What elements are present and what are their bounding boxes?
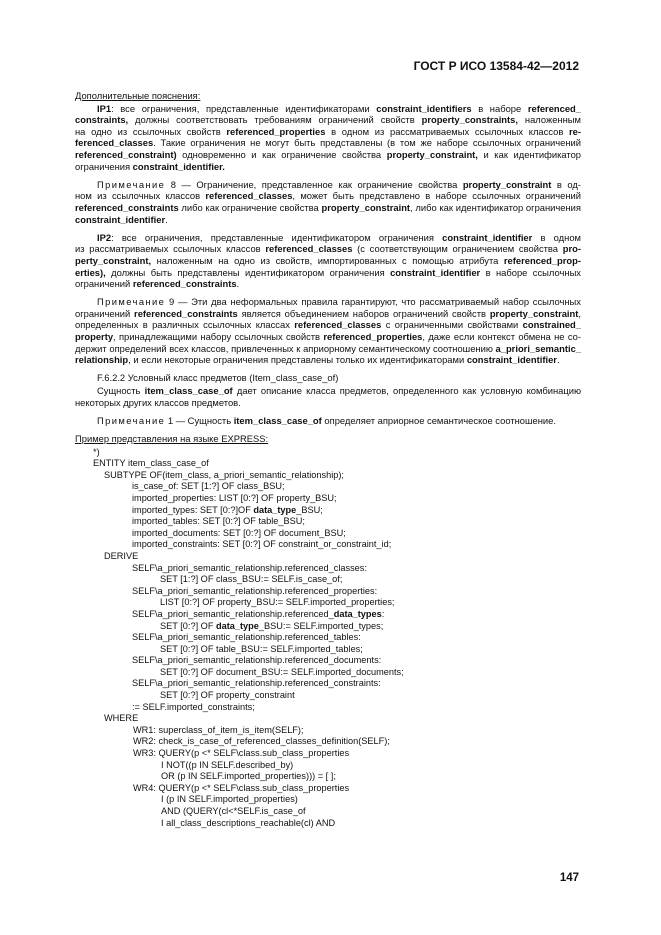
bold-term: a_priori_semantic_ [495, 342, 581, 354]
code-line [75, 818, 581, 830]
ip1-paragraph [75, 103, 581, 173]
text-run: imported_documents: SET [0:?] OF document_BSU; [132, 527, 346, 538]
text-run: *) [93, 446, 100, 457]
text-run: I all_class_descriptions_reachable(cl) AND [161, 817, 336, 828]
note-label: Примечание [97, 414, 166, 426]
code-line [75, 470, 581, 482]
code-line [75, 667, 581, 679]
code-line [75, 621, 581, 633]
bold-term: constraint_identifier [466, 354, 557, 366]
code-line [75, 493, 581, 505]
text-run: is_case_of: SET [1:?] OF class_BSU; [132, 481, 285, 492]
text-run: SUBTYPE OF(item_class, a_priori_semantic_relationship); [104, 469, 344, 480]
code-line [75, 551, 581, 563]
bold-term: relationship [75, 354, 129, 366]
code-line [75, 528, 581, 540]
bold-term: referenced_constraint) [75, 148, 177, 160]
section-title: F.6.2.2 Условный класс предметов (Item_class_case_of) [97, 372, 339, 384]
code-line [75, 539, 581, 551]
text-line [75, 296, 581, 308]
text-run: imported_constraints: SET [0:?] OF constraint_or_constraint_id; [132, 539, 392, 550]
text-run: должны соответствовать требованиям ограничений свойств [128, 114, 422, 126]
text-run: некоторых других классов предметов. [75, 396, 241, 408]
text-run: WR4: QUERY(p <* SELF\class.sub_class_properties [133, 782, 350, 793]
bold-term: data_type [253, 504, 297, 515]
bold-term: constraint_identifier [390, 266, 481, 278]
bold-term: ferenced_classes [75, 137, 154, 149]
text-run: в одном из рассматриваемых ссылочных классов [325, 125, 570, 137]
text-run: SELF\a_priori_semantic_relationship.referenced_tables: [132, 632, 361, 643]
text-run: . [165, 213, 168, 225]
bold-term: constraint_identifiers [376, 102, 472, 114]
page-number: 147 [559, 872, 579, 884]
bold-term: data_type [216, 620, 259, 631]
code-line [75, 678, 581, 690]
bold-term: constraints, [75, 114, 129, 126]
text-run: Сущность [97, 385, 145, 397]
text-run: из рассматриваемых ссылочных классов [75, 243, 266, 255]
bold-term: referenced_ [527, 102, 581, 114]
text-line [75, 267, 581, 279]
code-line [75, 760, 581, 772]
text-run: дает описание класса предметов, определенного как условную комбинацию [232, 385, 581, 397]
text-run: SELF\a_priori_semantic_relationship.referenced_properties: [132, 585, 378, 596]
code-line [75, 516, 581, 528]
bold-term: referenced_properties [323, 331, 423, 343]
bold-term: property_constraint [489, 307, 579, 319]
text-run: 1 — Сущность [165, 414, 234, 426]
bold-term: property [75, 331, 114, 343]
text-line [75, 179, 581, 191]
text-line [75, 161, 581, 173]
code-line [75, 748, 581, 760]
text-run: и как идентификатор [477, 148, 582, 160]
bold-term: referenced_prop- [503, 254, 581, 266]
code-line [75, 771, 581, 783]
text-run: LIST [0:?] OF property_BSU:= SELF.imported_properties; [160, 597, 395, 608]
text-run: SELF\a_priori_semantic_relationship.referenced_constraints: [132, 678, 381, 689]
text-run: либо как ограничение свойства [178, 201, 322, 213]
code-line [75, 702, 581, 714]
text-run: . [236, 278, 240, 290]
text-run: SELF\a_priori_semantic_relationship.referenced_ [132, 608, 334, 619]
bold-term: referenced_constraints [75, 201, 179, 213]
bold-term: perty_constraint, [75, 254, 152, 266]
text-run: DERIVE [104, 550, 139, 561]
text-run: SET [0:?] OF property_constraint [160, 690, 295, 701]
text-run: SELF\a_priori_semantic_relationship.referenced_documents: [132, 655, 382, 666]
text-run: imported_types: SET [0:?]OF [132, 504, 254, 515]
text-run: , либо как идентификатор ограничения [410, 201, 581, 213]
text-run: . [556, 354, 560, 366]
text-run: в од- [551, 178, 581, 190]
text-run: , [578, 307, 581, 319]
text-run: , может быть представлено в наборе ссылочных ограничений [292, 190, 581, 202]
text-run: SET [1:?] OF class_BSU:= SELF.is_case_of; [160, 574, 343, 585]
bold-term: property_constraint, [386, 148, 478, 160]
text-run: SET [0:?] OF [160, 620, 216, 631]
text-run: ном из ссылочных классов [75, 190, 206, 202]
code-line [75, 586, 581, 598]
text-run: WR2: check_is_case_of_referenced_classes_definition(SELF); [133, 736, 390, 747]
code-line [75, 563, 581, 575]
text-run: ENTITY item_class_case_of [93, 458, 209, 469]
code-line [75, 713, 581, 725]
text-run: в одном [532, 231, 581, 243]
code-line [75, 736, 581, 748]
text-run: является объединением наборов ограничений свойств [237, 307, 490, 319]
bold-term: referenced_constraints [134, 307, 238, 319]
text-run: ограничений [75, 307, 135, 319]
bold-term: referenced_properties [226, 125, 326, 137]
note-9 [75, 296, 581, 366]
text-run: OR (p IN SELF.imported_properties))) = [ ]; [161, 771, 336, 782]
note-label: Примечание [97, 178, 166, 190]
text-line [75, 385, 581, 397]
bold-term: item_class_case_of [144, 385, 233, 397]
text-run: I (p IN SELF.imported_properties) [161, 794, 298, 805]
bold-term: constraint_identifier [442, 231, 533, 243]
text-run: AND (QUERY(cl<*SELF.is_case_of [161, 806, 306, 816]
intro-heading: Дополнительные пояснения: [75, 90, 201, 101]
text-run: imported_properties: LIST [0:?] OF property_BSU; [132, 492, 337, 503]
text-line [75, 243, 581, 255]
express-code-block [75, 447, 581, 830]
text-run: := SELF.imported_constraints; [132, 701, 255, 712]
bold-term: data_types [333, 608, 382, 619]
text-run: в наборе ссылочных [480, 266, 581, 278]
bold-term: IP1 [97, 102, 112, 114]
text-run: наложенным на одно из свойств, импортированных с помощью атрибута [151, 254, 504, 266]
note-label: Примечание [97, 296, 166, 308]
bold-term: constrained_ [522, 319, 581, 331]
code-line [75, 597, 581, 609]
code-line [75, 632, 581, 644]
example-heading: Пример представления на языке EXPRESS: [75, 433, 269, 444]
text-run: WHERE [104, 713, 139, 724]
text-line [75, 214, 581, 226]
bold-term: constraint_identifier. [132, 160, 225, 172]
text-run: I NOT((p IN SELF.described_by) [161, 759, 294, 770]
code-line [75, 458, 581, 470]
text-line [75, 308, 581, 320]
code-line [75, 447, 581, 459]
note-8 [75, 179, 581, 225]
document-header: ГОСТ Р ИСО 13584-42—2012 [413, 59, 579, 73]
text-line [75, 397, 581, 409]
bold-term: erties), [75, 266, 106, 278]
text-run: наложенным [517, 114, 581, 126]
text-run: _BSU; [296, 504, 323, 515]
code-line [75, 725, 581, 737]
text-line [75, 331, 581, 343]
bold-term: re- [569, 125, 581, 137]
text-run: , даже если контекст обмена не со- [422, 331, 581, 343]
bold-term: property_constraint [321, 201, 411, 213]
code-line [75, 690, 581, 702]
ip2-paragraph [75, 232, 581, 290]
text-line [75, 114, 581, 126]
text-run: . Такие ограничения не могут быть представлены (в том же наборе ссылочных ограничений [153, 137, 581, 149]
text-line [75, 354, 581, 366]
text-run: ограничений [75, 278, 133, 290]
code-line [75, 794, 581, 806]
code-line [75, 609, 581, 621]
text-line [75, 137, 581, 149]
code-line [75, 481, 581, 493]
text-run: ограничения [75, 160, 133, 172]
text-run: : все ограничения, представленные идентификатором ограничения [111, 231, 443, 243]
text-run: : все ограничения, представленные идентификаторами [111, 102, 377, 114]
code-line [75, 505, 581, 517]
text-run: с ограниченными свойствами [381, 319, 523, 331]
code-line [75, 806, 581, 818]
bold-term: IP2 [97, 231, 112, 243]
text-run: : [381, 608, 385, 619]
bold-term: property_constraints, [421, 114, 518, 126]
text-run: WR3: QUERY(p <* SELF\class.sub_class_properties [133, 748, 350, 759]
text-run: на одно из ссылочных свойств [75, 125, 227, 137]
bold-term: constraint_identifier [75, 213, 166, 225]
text-line [75, 149, 581, 161]
text-line [75, 343, 581, 355]
text-line [75, 190, 581, 202]
text-run: _BSU:= SELF.imported_types; [258, 620, 384, 631]
bold-term: pro- [562, 243, 581, 255]
bold-term: referenced_constraints [132, 278, 237, 290]
text-run: в наборе [471, 102, 528, 114]
bold-term: referenced_classes [265, 243, 353, 255]
text-line [75, 255, 581, 267]
text-run: SELF\a_priori_semantic_relationship.referenced_classes: [132, 562, 367, 573]
text-line [75, 278, 581, 290]
text-run: SET [0:?] OF table_BSU:= SELF.imported_tables; [160, 643, 363, 654]
text-run: SET [0:?] OF document_BSU:= SELF.imported_documents; [160, 666, 404, 677]
note-1 [75, 415, 581, 427]
page-body [75, 90, 581, 829]
text-line [75, 202, 581, 214]
text-run: держит определений всех классов, привлеченных к априорному семантическому соотношению [75, 342, 496, 354]
text-run: 9 — Эти два неформальных правила гарантируют, что рассматриваемый набор ссылочных [165, 296, 581, 308]
code-line [75, 783, 581, 795]
code-line [75, 655, 581, 667]
text-run: WR1: superclass_of_item_is_item(SELF); [133, 724, 304, 735]
code-line [75, 574, 581, 586]
text-run: imported_tables: SET [0:?] OF table_BSU; [132, 516, 305, 527]
text-line [75, 319, 581, 331]
bold-term: item_class_case_of [233, 414, 322, 426]
text-line [75, 103, 581, 115]
text-run: одновременно и как ограничение свойства [176, 148, 387, 160]
code-line [75, 644, 581, 656]
bold-term: property_constraint [462, 178, 552, 190]
essence-paragraph [75, 385, 581, 408]
bold-term: referenced_classes [294, 319, 382, 331]
text-run: определенных в различных ссылочных классах [75, 319, 295, 331]
text-line [75, 415, 581, 427]
text-run: (с соответствующим ограничением свойства [352, 243, 563, 255]
text-run: 8 — Ограничение, представленное как ограничение свойства [165, 178, 463, 190]
text-run: , принадлежащими набору ссылочных свойств [113, 331, 324, 343]
text-line [75, 232, 581, 244]
text-run: должны быть представлены идентификатором ограничения [105, 266, 391, 278]
text-run: определяет априорное семантическое соотношение. [321, 414, 556, 426]
text-run: , и если некоторые ограничения представлены только их идентификаторами [128, 354, 467, 366]
text-line [75, 126, 581, 138]
bold-term: referenced_classes [205, 190, 293, 202]
